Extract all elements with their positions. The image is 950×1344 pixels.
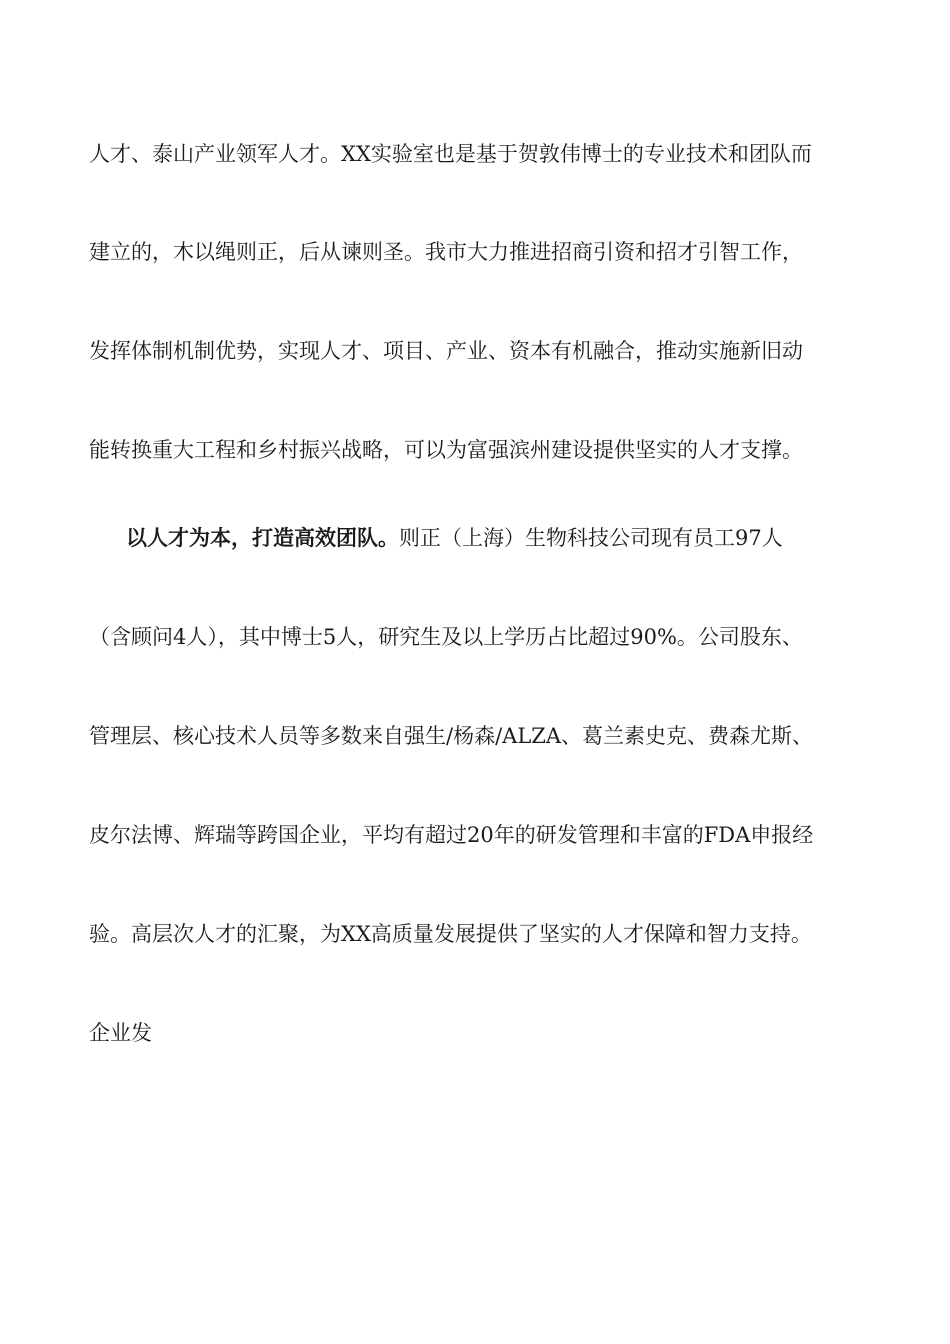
paragraph-1-line-3: 发挥体制机制优势，实现人才、项目、产业、资本有机融合，推动实施新旧动 (89, 339, 803, 363)
paragraph-2-heading: 以人才为本，打造高效团队。 (126, 525, 399, 550)
paragraph-3-line-1: 企业发 (89, 1021, 152, 1045)
paragraph-2-line-1 (126, 518, 861, 558)
paragraph-2-line-4: 皮尔法博、辉瑞等跨国企业，平均有超过20年的研发管理和丰富的FDA申报经 (89, 823, 814, 847)
paragraph-1-line-4: 能转换重大工程和乡村振兴战略，可以为富强滨州建设提供坚实的人才支撑。 (89, 438, 803, 462)
paragraph-2-line-5: 验。高层次人才的汇聚，为XX高质量发展提供了坚实的人才保障和智力支持。 (89, 922, 812, 946)
paragraph-1-line-1: 人才、泰山产业领军人才。XX实验室也是基于贺敦伟博士的专业技术和团队而 (89, 142, 812, 166)
paragraph-2-line-3: 管理层、核心技术人员等多数来自强生/杨森/ALZA、葛兰素史克、费森尤斯、 (89, 724, 814, 748)
paragraph-2-line-2: （含顾问4人），其中博士5人，研究生及以上学历占比超过90%。公司股东、 (89, 625, 803, 649)
paragraph-2-first-line-text: 则正（上海）生物科技公司现有员工97人 (399, 526, 783, 550)
paragraph-1-line-2: 建立的，木以绳则正，后从谏则圣。我市大力推进招商引资和招才引智工作， (89, 240, 803, 264)
